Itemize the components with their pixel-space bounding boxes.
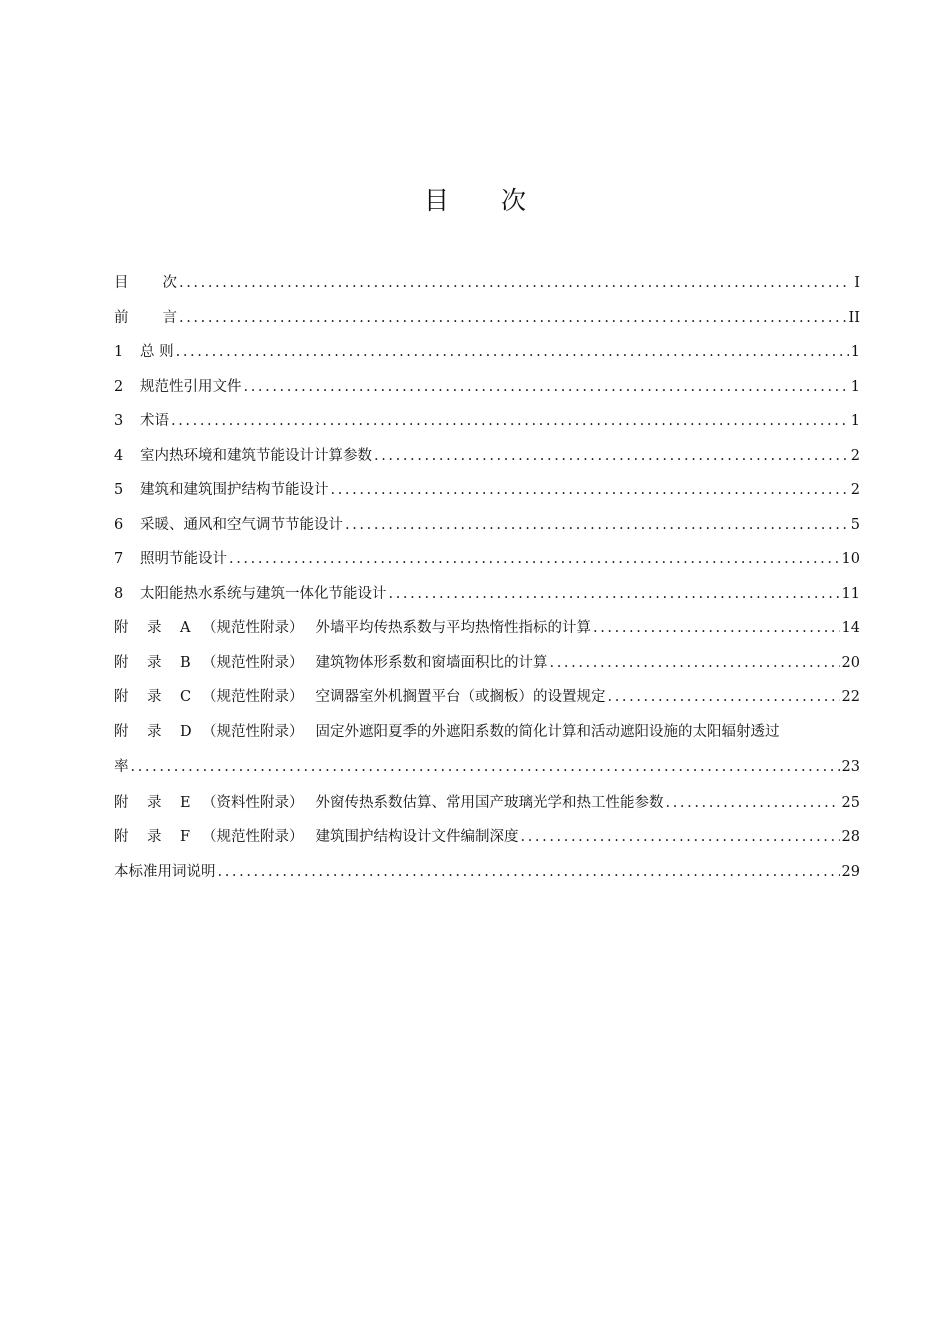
table-of-contents xyxy=(114,270,860,893)
toc-entry-appendix-f[interactable] xyxy=(114,824,860,859)
dot-leader xyxy=(593,615,840,641)
toc-entry-section-3[interactable] xyxy=(114,408,860,443)
toc-entry-section-5[interactable] xyxy=(114,477,860,512)
dot-leader xyxy=(171,408,849,434)
toc-page-number: 29 xyxy=(841,863,860,880)
section-number: 6 xyxy=(114,516,124,533)
dot-leader xyxy=(521,824,840,850)
toc-entry-label: 建筑和建筑围护结构节能设计 xyxy=(140,482,329,498)
toc-entry-qianyan[interactable] xyxy=(114,305,860,340)
toc-entry-section-8[interactable] xyxy=(114,581,860,616)
toc-entry-label: 太阳能热水系统与建筑一体化节能设计 xyxy=(140,585,387,602)
dot-leader xyxy=(666,790,840,816)
toc-entry-section-6[interactable] xyxy=(114,512,860,547)
dot-leader xyxy=(345,512,849,538)
section-number: 7 xyxy=(114,551,124,567)
toc-entry-label: 附 录 B （规范性附录） 建筑物体形系数和窗墙面积比的计算 xyxy=(114,654,548,671)
toc-entry-label: 目 次 xyxy=(114,275,177,291)
toc-page-number: 14 xyxy=(841,620,860,636)
dot-leader xyxy=(179,270,850,296)
page-title xyxy=(0,183,950,219)
toc-entry-appendix-b[interactable] xyxy=(114,650,860,685)
toc-entry-section-1[interactable] xyxy=(114,339,860,374)
dot-leader xyxy=(218,859,840,885)
section-number: 5 xyxy=(114,482,124,498)
toc-entry-label: 采暖、通风和空气调节节能设计 xyxy=(140,516,343,533)
dot-leader xyxy=(131,754,840,780)
toc-page-number: 25 xyxy=(841,794,860,811)
toc-page-number: I xyxy=(854,275,860,291)
toc-page-number: 10 xyxy=(841,551,860,567)
dot-leader xyxy=(608,684,840,710)
toc-entry-usage-notes[interactable] xyxy=(114,859,860,894)
dot-leader xyxy=(179,305,847,331)
toc-entry-label: 本标准用词说明 xyxy=(114,863,216,880)
dot-leader xyxy=(550,650,840,676)
dot-leader xyxy=(176,339,849,365)
section-number: 1 xyxy=(114,344,124,360)
toc-page-number: 23 xyxy=(841,758,860,775)
dot-leader xyxy=(229,546,840,572)
section-number: 3 xyxy=(114,413,124,429)
toc-entry-label: 室内热环境和建筑节能设计计算参数 xyxy=(140,447,372,464)
toc-entry-label: 总 则 xyxy=(140,344,174,360)
toc-entry-section-7[interactable] xyxy=(114,546,860,581)
toc-page-number: 22 xyxy=(841,689,860,705)
toc-page-number: 28 xyxy=(841,829,860,845)
toc-entry-section-2[interactable] xyxy=(114,374,860,409)
toc-page-number: 20 xyxy=(841,654,860,671)
section-number: 4 xyxy=(114,447,124,464)
dot-leader xyxy=(331,477,849,503)
toc-page-number: 1 xyxy=(850,344,860,360)
toc-page-number: 1 xyxy=(850,413,860,429)
toc-page-number: 1 xyxy=(850,378,860,395)
toc-page-number: 11 xyxy=(841,585,860,602)
toc-entry-label: 附 录 C （规范性附录） 空调器室外机搁置平台（或搁板）的设置规定 xyxy=(114,689,606,705)
toc-entry-appendix-d[interactable] xyxy=(114,719,860,790)
toc-entry-appendix-a[interactable] xyxy=(114,615,860,650)
dot-leader xyxy=(389,581,840,607)
toc-entry-appendix-c[interactable] xyxy=(114,684,860,719)
dot-leader xyxy=(244,374,849,400)
toc-page-number: 5 xyxy=(850,516,860,533)
toc-page-number: 2 xyxy=(850,482,860,498)
toc-entry-label: 术语 xyxy=(140,413,169,429)
dot-leader xyxy=(374,443,849,469)
section-number: 8 xyxy=(114,585,124,602)
toc-page-number: 2 xyxy=(850,447,860,464)
toc-entry-label: 附 录 A （规范性附录） 外墙平均传热系数与平均热惰性指标的计算 xyxy=(114,620,591,636)
title-char-1: 目 xyxy=(423,186,449,215)
toc-page-number: II xyxy=(848,309,860,326)
toc-entry-label: 附 录 F （规范性附录） 建筑围护结构设计文件编制深度 xyxy=(114,829,519,845)
toc-entry-label: 前 言 xyxy=(114,309,177,326)
section-number: 2 xyxy=(114,378,124,395)
toc-entry-appendix-e[interactable] xyxy=(114,790,860,825)
toc-entry-label: 照明节能设计 xyxy=(140,551,227,567)
toc-entry-continuation: 率 ..... 23 xyxy=(114,754,860,790)
toc-entry-mulu[interactable] xyxy=(114,270,860,305)
toc-entry-label: 附 录 E （资料性附录） 外窗传热系数估算、常用国产玻璃光学和热工性能参数 xyxy=(114,794,664,811)
toc-entry-label: 规范性引用文件 xyxy=(140,378,242,395)
toc-entry-section-4[interactable] xyxy=(114,443,860,478)
title-char-2: 次 xyxy=(501,186,527,215)
toc-entry-label: 附 录 D （规范性附录） 固定外遮阳夏季的外遮阳系数的简化计算和活动遮阳设施的太阳辐射透过 xyxy=(114,723,780,740)
